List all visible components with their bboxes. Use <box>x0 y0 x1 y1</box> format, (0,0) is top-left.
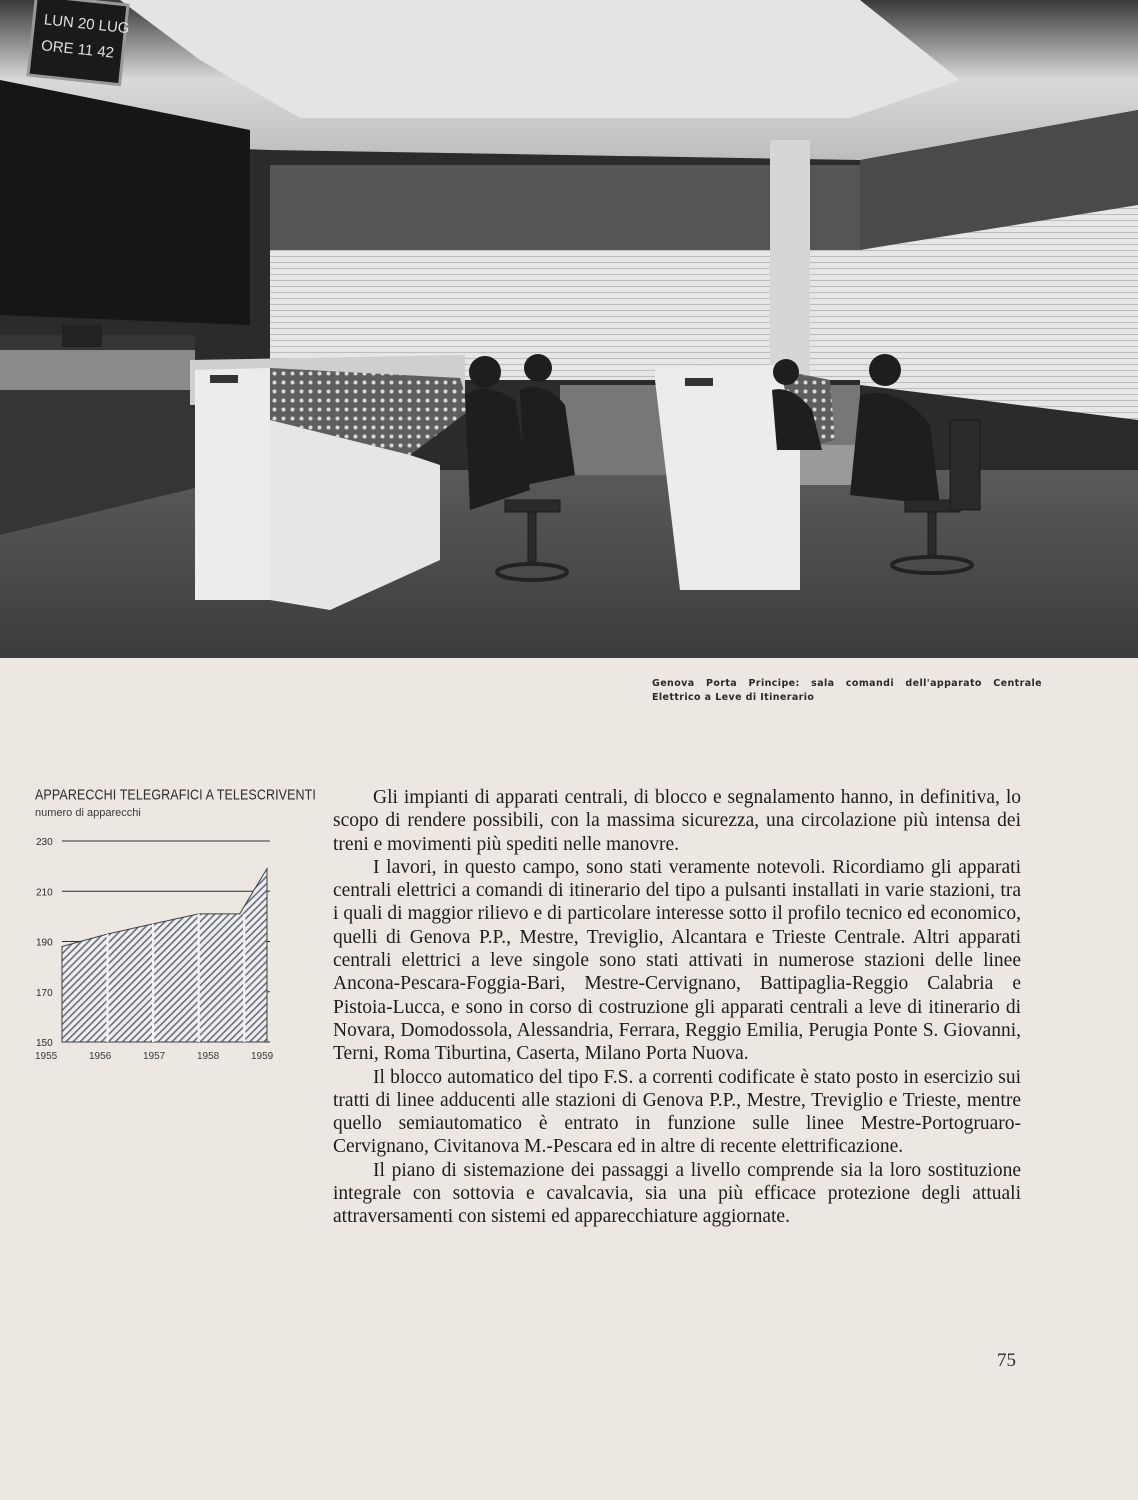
chart-ylabel: numero di apparecchi <box>35 807 141 819</box>
chart-ytick-label: 190 <box>36 937 53 949</box>
telegraph-chart <box>20 825 295 1070</box>
photo-caption: Genova Porta Principe: sala comandi dell'apparato Centrale Elettrico a Leve di Itinerario <box>652 678 1042 703</box>
control-room-photo <box>0 0 1138 658</box>
clock-sign <box>28 0 132 85</box>
chart-xtick-label: 1959 <box>251 1051 274 1062</box>
paragraph-4: Il piano di sistemazione dei passaggi a livello comprende sia la loro sostituzione integrale con sottovia e cavalcavia, sia una più efficace protezione degli attuali attraversamenti con sistemi ed apparecchiature aggiornate. <box>333 1159 1021 1228</box>
chart-ytick-label: 230 <box>36 837 53 848</box>
chart-ytick-label: 150 <box>36 1038 53 1049</box>
chart-xtick-label: 1956 <box>89 1051 112 1062</box>
article-body <box>333 786 1021 1229</box>
clock-sign-line1: LUN 20 LUG <box>43 11 131 38</box>
chart-ytick-label: 170 <box>36 987 53 999</box>
chart-ytick-label: 210 <box>36 887 53 899</box>
paragraph-3: Il blocco automatico del tipo F.S. a correnti codificate è stato posto in esercizio sui tratti di linee adducenti alle stazioni di Genova P.P., Mestre, Treviglio e Trieste, mentre quello semiautomatico è entrato in funzione sulle linee Mestre-Portogruaro-Cervignano, Civitanova M.-Pescara ed in altre di recente elettrificazione. <box>333 1066 1021 1158</box>
paragraph-1: Gli impianti di apparati centrali, di blocco e segnalamento hanno, in definitiva, lo scopo di rendere possibili, con la massima sicurezza, una circolazione più intensa dei treni e movimenti più spediti nelle manovre. <box>333 787 1021 855</box>
chart-xtick-label: 1958 <box>197 1051 220 1062</box>
chart-xtick-label: 1955 <box>35 1051 58 1062</box>
page-number: 75 <box>997 1350 1016 1371</box>
clock-sign-line2: ORE 11 42 <box>40 37 115 62</box>
chart-title: APPARECCHI TELEGRAFICI A TELESCRIVENTI <box>35 787 316 804</box>
chart-area-series <box>62 869 267 1042</box>
chart-xtick-label: 1957 <box>143 1051 166 1062</box>
paragraph-2: I lavori, in questo campo, sono stati veramente notevoli. Ricordiamo gli apparati centrali elettrici a comandi di itinerario del tipo a pulsanti installati in varie stazioni, tra i quali di maggior rilievo e di particolare interesse sotto il profilo tecnico ed economico, quelli di Genova P.P., Mestre, Treviglio, Alcantara e Trieste Centrale. Altri apparati centrali elettrici a leve singole sono stati attivati in numerose stazioni delle linee Ancona-Pescara-Foggia-Bari, Mestre-Cervignano, Battipaglia-Reggio Calabria e Pistoia-Lucca, e sono in corso di costruzione gli apparati centrali a leve di itinerario di Novara, Domodossola, Alessandria, Ferrara, Reggio Emilia, Perugia Ponte S. Giovanni, Terni, Roma Tiburtina, Caserta, Milano Porta Nuova. <box>333 856 1021 1065</box>
